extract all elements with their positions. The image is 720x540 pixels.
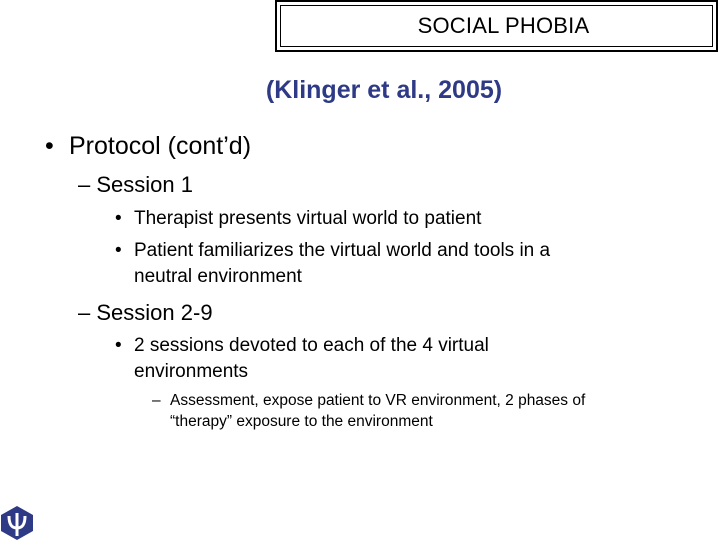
slide-title: SOCIAL PHOBIA [417, 13, 590, 38]
bullet-text: 2 sessions devoted to each of the 4 virtual [134, 335, 489, 356]
bullet-session-1-item-2-continuation: neutral environment [134, 266, 302, 287]
sub-bullet-session-2-item-1-continuation: “therapy” exposure to the environment [170, 413, 433, 430]
citation: (Klinger et al., 2005) [265, 76, 503, 104]
subheading-session-2-9-text: Session 2-9 [96, 300, 213, 325]
bullet-glyph: • [115, 335, 122, 356]
subheading-session-2-9 [78, 300, 213, 326]
dash-glyph: – [152, 392, 161, 409]
bullet-session-2-item-1-continuation: environments [134, 361, 249, 382]
bullet-protocol [45, 132, 251, 161]
title-box [275, 0, 718, 52]
dash-glyph: – [78, 172, 91, 197]
title-box-inner-border [280, 5, 713, 47]
bullet-text: Therapist presents virtual world to patient [134, 208, 482, 229]
bullet-session-2-item-1 [115, 335, 489, 357]
sub-bullet-session-2-item-1 [152, 392, 585, 410]
subheading-session-1-text: Session 1 [96, 172, 193, 197]
bullet-session-1-item-2 [115, 240, 550, 262]
bullet-glyph: • [115, 208, 122, 229]
bullet-text: Patient familiarizes the virtual world and tools in a [134, 240, 551, 261]
bullet-glyph: • [45, 132, 54, 160]
sub-bullet-text: Assessment, expose patient to VR environment, 2 phases of [170, 392, 586, 409]
bullet-session-1-item-1 [115, 208, 481, 230]
bullet-glyph: • [115, 240, 122, 261]
psi-logo-icon [0, 505, 34, 540]
bullet-protocol-text: Protocol (cont’d) [69, 132, 252, 160]
subheading-session-1 [78, 172, 193, 198]
dash-glyph: – [78, 300, 91, 325]
